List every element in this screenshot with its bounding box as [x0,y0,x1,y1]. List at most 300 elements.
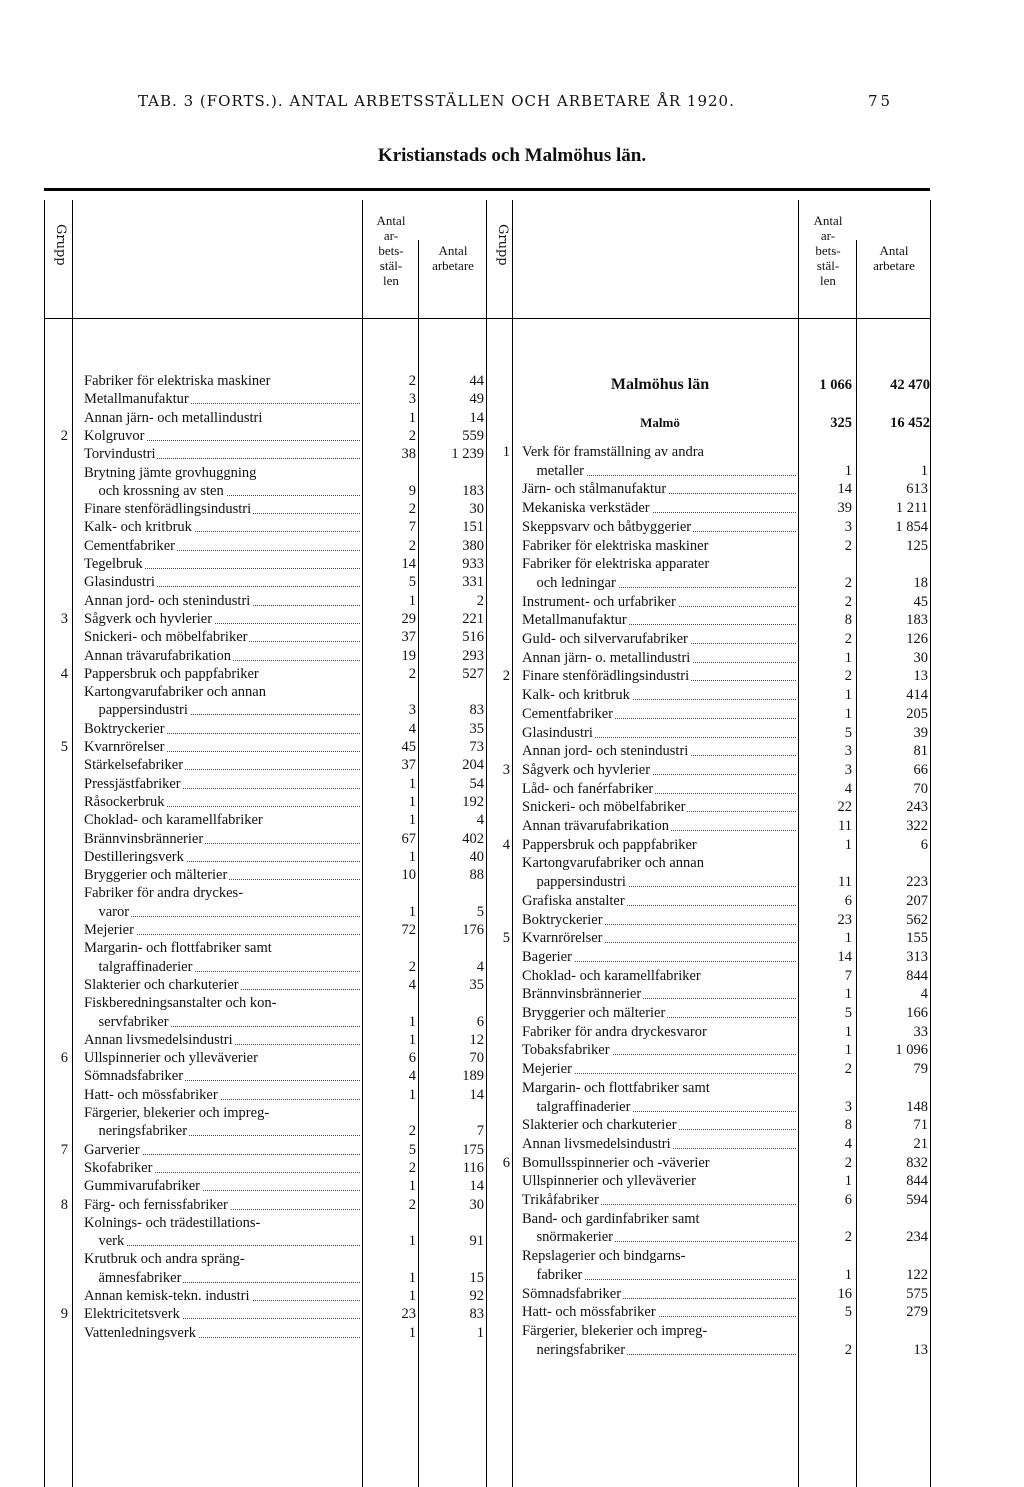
stallen-value: 5 [408,1141,416,1158]
industry-label-text: Annan järn- och metallindustri [84,409,263,426]
industry-label [522,1210,796,1228]
stallen-value: 1 [844,649,852,666]
industry-label-text: Bagerier [522,948,572,965]
group-number: 9 [60,1306,68,1323]
industry-label-text: Boktryckerier [522,911,603,928]
industry-label [522,854,796,872]
arbetare-value: 18 [913,574,928,591]
stallen-value: 2 [408,1196,416,1213]
stallen-value: 3 [844,1098,852,1115]
industry-label-text: Elektricitetsverk [84,1306,180,1323]
group-number: 4 [60,665,68,682]
stallen-header-line: ar- [820,228,836,243]
industry-label-text: pappersindustri [84,702,188,719]
arbetare-value: 527 [462,665,484,682]
arbetare-value: 122 [906,1266,928,1283]
arbetare-value: 148 [906,1098,928,1115]
stallen-header-line: bets- [815,243,841,258]
stallen-value: 37 [401,757,416,774]
arbetare-value: 116 [462,1159,484,1176]
industry-label [522,948,796,966]
industry-label [522,667,796,685]
industry-label-text: och ledningar [522,574,616,591]
stallen-value: 4 [408,1068,416,1085]
industry-label-text: Sågverk och hyvlerier [84,610,213,627]
stallen-value: 5 [844,724,852,741]
arbetare-value: 6 [476,1013,484,1030]
industry-label-text: Kvarnrörelser [84,739,165,755]
stallen-value: 2 [844,537,852,554]
arbetare-value: 66 [913,761,928,778]
stallen-value: 8 [844,612,852,629]
stallen-value: 1 [408,848,416,865]
stallen-header-line: stäl- [816,258,840,273]
industry-label-text: Annan jord- och stenindustri [84,592,251,609]
industry-label-text: Annan järn- o. metallindustri [522,649,691,666]
city-arbetare: 16 452 [890,415,930,431]
stallen-value: 1 [408,1233,416,1250]
arbetare-value: 234 [906,1229,928,1246]
arbetare-value: 40 [469,848,484,865]
industry-label [522,1303,796,1321]
industry-label-text: Fabriker för elektriska apparater [522,556,710,573]
arbetare-value: 45 [913,593,928,610]
arbetare-value: 1 854 [895,518,928,535]
group-number: 5 [60,739,68,755]
industry-label [522,817,796,835]
city-name: Malmö [640,415,680,430]
stallen-value: 4 [844,780,852,797]
arbetare-value: 21 [913,1135,928,1152]
industry-label-text: Kartongvarufabriker och annan [84,684,266,701]
industry-label [522,705,796,723]
arbetare-value: 380 [462,537,484,554]
arbetare-value: 49 [469,391,484,408]
industry-label-text: Sömnadsfabriker [522,1285,622,1302]
industry-label-text: Annan trävarufabrikation [522,818,669,834]
arbetare-value: 4 [476,812,484,829]
industry-label-text: Brytning jämte grovhuggning [84,464,257,481]
arbetare-value: 7 [476,1123,484,1140]
industry-label-text: Fabriker för elektriska maskiner [522,537,709,554]
industry-label-text: Fabriker för andra dryckesvaror [522,1023,707,1040]
stallen-header-line: Antal [376,213,406,228]
industry-label [522,686,796,704]
group-number: 1 [502,444,510,460]
industry-label-text: talgraffinaderier [84,958,193,975]
stallen-value: 1 [844,1023,852,1040]
arbetare-value: 204 [462,757,484,774]
arbetare-value: 832 [906,1154,928,1171]
arbetare-value: 12 [469,1031,484,1048]
industry-label [522,1116,796,1134]
stallen-header-line: len [383,273,399,288]
stallen-value: 1 [408,812,416,829]
industry-label [522,873,796,891]
stallen-value: 3 [408,702,416,719]
region-stallen: 1 066 [819,377,852,393]
stallen-value: 1 [408,1269,416,1286]
stallen-value: 19 [401,647,416,664]
industry-label [522,742,796,760]
industry-label [522,1154,796,1172]
industry-label [522,780,796,798]
industry-label-text: Cementfabriker [522,705,613,722]
industry-label-text: Brännvinsbrännerier [522,986,642,1003]
city-stallen: 325 [830,415,852,431]
industry-label [522,1023,796,1041]
arbetare-value: 183 [462,482,484,499]
stallen-value: 8 [844,1117,852,1134]
industry-label-text: neringsfabriker [522,1341,626,1358]
stallen-value: 5 [844,1005,852,1021]
industry-label-text: Hatt- och mössfabriker [522,1304,656,1321]
stallen-value: 2 [844,631,852,647]
stallen-value: 2 [844,1154,852,1171]
industry-label [522,1079,796,1097]
group-number: 4 [502,836,510,853]
arbetare-value: 44 [469,373,484,389]
industry-label [522,574,796,592]
stallen-value: 1 [844,986,852,1003]
industry-label-text: Fiskberedningsanstalter och kon- [84,995,277,1012]
region-name: Malmöhus län [610,376,710,393]
arbetare-value: 4 [920,986,928,1003]
industry-label-text: Pappersbruk och pappfabriker [522,836,697,853]
industry-label [522,911,796,929]
industry-label-text: Snickeri- och möbelfabriker [84,629,248,646]
arbetare-value: 30 [469,1196,484,1213]
arbetare-value: 516 [462,629,484,646]
arbetare-value: 73 [469,739,484,755]
stallen-value: 2 [408,958,416,975]
stallen-value: 1 [408,1288,416,1304]
arbetare-value: 402 [462,830,484,847]
stallen-value: 9 [408,482,416,499]
stallen-value: 1 [844,1173,852,1190]
stallen-value: 3 [844,761,852,778]
industry-label-text: och krossning av sten [84,482,224,499]
stallen-value: 1 [408,1324,416,1341]
stallen-header-line: ar- [383,228,399,243]
stallen-value: 10 [401,867,416,884]
industry-label [522,1266,796,1284]
table-title: TAB. 3 (FORTS.). ANTAL ARBETSSTÄLLEN OCH ARBETARE ÅR 1920. [138,92,735,110]
industry-label [84,390,360,408]
industry-label-text: Skofabriker [84,1159,153,1176]
arbetare-value: 83 [469,702,484,719]
industry-label-text: Pappersbruk och pappfabriker [84,665,259,682]
stallen-value: 11 [838,818,852,834]
industry-label [522,836,796,854]
industry-label-text: Fabriker för andra dryckes- [84,885,244,902]
industry-label-text: Destilleringsverk [84,848,184,865]
industry-label-text: Metallmanufaktur [522,612,627,629]
industry-label-text: Brännvinsbrännerier [84,830,204,847]
industry-label-text: Låd- och fanérfabriker [522,780,654,797]
industry-label-text: Annan trävarufabrikation [84,647,231,664]
industry-label-text: verk [84,1233,125,1250]
industry-label-text: Pressjästfabriker [84,775,181,792]
arbetare-value: 70 [469,1050,484,1067]
stallen-value: 23 [401,1306,416,1323]
grupp-header-left: Grupp [53,224,68,266]
arbetare-value: 88 [469,867,484,884]
arbetare-value: 293 [462,647,484,664]
stallen-value: 2 [408,501,416,518]
industry-label-text: Slakterier och charkuterier [522,1117,677,1134]
arbetare-value: 1 239 [451,446,484,463]
industry-label [522,1172,796,1190]
arbetare-value: 175 [462,1141,484,1158]
stallen-value: 4 [408,976,416,993]
industry-label [522,1004,796,1022]
stallen-value: 45 [401,739,416,755]
group-number: 8 [60,1196,68,1213]
industry-label [522,761,796,779]
industry-label-text: Metallmanufaktur [84,391,189,408]
arbetare-value: 125 [906,537,928,554]
arbetare-value: 575 [906,1285,928,1302]
industry-label [522,649,796,667]
arbetare-value: 2 [476,592,484,609]
industry-label-text: Krutbruk och andra spräng- [84,1251,245,1268]
industry-label-text: neringsfabriker [84,1123,188,1140]
stallen-header-line: stäl- [379,258,403,273]
industry-label [84,372,360,390]
industry-label-text: metaller [522,462,585,479]
stallen-value: 23 [837,911,852,928]
industry-label [84,409,360,427]
stallen-value: 2 [408,427,416,444]
industry-label-text: Mejerier [84,922,134,938]
industry-label-text: Grafiska anstalter [522,892,625,909]
arbetare-value: 207 [906,892,928,909]
stallen-value: 1 [844,836,852,853]
stallen-header-right [800,213,856,288]
arbetare-value: 313 [906,948,928,965]
industry-label-text: Bryggerier och mälterier [522,1005,666,1021]
industry-label-text: Sågverk och hyvlerier [522,761,651,778]
industry-label-text: Choklad- och karamellfabriker [522,967,701,984]
industry-label [522,724,796,742]
industry-label-text: ämnesfabriker [84,1269,182,1286]
industry-label [522,1341,796,1359]
arbetare-value: 322 [906,818,928,834]
stallen-value: 6 [844,1192,852,1208]
industry-label [522,1041,796,1059]
industry-label-text: Bomullsspinnerier och -väverier [522,1154,710,1171]
arbetare-value: 33 [913,1023,928,1040]
arbetare-value: 30 [469,501,484,518]
industry-label-text: Verk för framställning av andra [522,444,704,460]
stallen-value: 1 [408,793,416,810]
arbetare-value: 39 [913,724,928,741]
industry-label [522,1135,796,1153]
industry-label-text: Kolgruvor [84,427,145,444]
industry-label-text: Färg- och fernissfabriker [84,1196,228,1213]
arbetare-value: 71 [913,1117,928,1134]
stallen-value: 1 [408,903,416,920]
industry-label-text: Kalk- och kritbruk [522,687,630,704]
stallen-value: 14 [837,948,852,965]
stallen-value: 1 [408,1086,416,1103]
arbetare-header-right [858,243,930,273]
table-row [0,555,1024,573]
industry-label-text: Färgerier, blekerier och impreg- [84,1105,270,1121]
industry-label-text: Finare stenförädlingsindustri [522,668,690,685]
industry-label-text: Vattenledningsverk [84,1324,196,1341]
stallen-value: 2 [844,1061,852,1078]
group-number: 3 [60,610,68,627]
industry-label [522,555,796,573]
stallen-value: 1 [844,1266,852,1283]
region-arbetare: 42 470 [890,377,930,393]
stallen-value: 3 [844,743,852,760]
arbetare-value: 166 [906,1005,928,1021]
arbetare-value: 151 [462,519,484,536]
arbetare-value: 83 [469,1306,484,1323]
grupp-header-right: Grupp [495,224,510,266]
arbetare-value: 4 [476,958,484,975]
table-row [0,1228,1024,1246]
industry-label-text: fabriker [522,1266,583,1283]
arbetare-value: 14 [469,1086,484,1103]
industry-label-text: Guld- och silvervarufabriker [522,631,688,647]
industry-label-text: Band- och gardinfabriker samt [522,1210,700,1227]
industry-label-text: Annan livsmedelsindustri [522,1135,671,1152]
arbetare-value: 54 [469,775,484,792]
arbetare-header-line: arbetare [873,258,915,273]
arbetare-value: 559 [462,427,484,444]
industry-label [522,967,796,985]
industry-label-text: Repslagerier och bindgarns- [522,1248,686,1265]
industry-label [522,985,796,1003]
industry-label [522,798,796,816]
arbetare-value: 14 [469,409,484,426]
industry-label-text: Skeppsvarv och båtbyggerier [522,518,692,535]
arbetare-value: 933 [462,556,484,572]
industry-label-text: Finare stenförädlingsindustri [84,501,252,518]
industry-label-text: Bryggerier och mälterier [84,867,228,884]
industry-label-text: Sömnadsfabriker [84,1068,184,1085]
stallen-value: 67 [401,830,416,847]
industry-label [522,1098,796,1116]
industry-label [522,611,796,629]
arbetare-header-line: Antal [438,243,468,258]
industry-label-text: Annan kemisk-tekn. industri [84,1288,250,1304]
stallen-value: 2 [408,1123,416,1140]
industry-label-text: Kalk- och kritbruk [84,519,192,536]
arbetare-value: 70 [913,780,928,797]
stallen-value: 39 [837,500,852,517]
group-number: 7 [60,1141,68,1158]
arbetare-value: 1 211 [895,500,928,517]
stallen-header-line: len [820,273,836,288]
industry-label-text: pappersindustri [522,874,626,891]
industry-label-text: Tobaksfabriker [522,1042,610,1059]
arbetare-value: 844 [906,967,928,984]
industry-label-text: Hatt- och mössfabriker [84,1086,218,1103]
industry-label-text: varor [84,903,130,920]
arbetare-value: 844 [906,1173,928,1190]
arbetare-value: 79 [913,1061,928,1078]
stallen-value: 16 [837,1285,852,1302]
stallen-value: 6 [408,1050,416,1067]
arbetare-value: 613 [906,481,928,498]
industry-label-text: Fabriker för elektriska maskiner [84,373,271,389]
arbetare-value: 92 [469,1288,484,1304]
group-number: 6 [60,1050,68,1067]
industry-label [522,1285,796,1303]
stallen-value: 2 [408,537,416,554]
industry-label-text: Annan jord- och stenindustri [522,743,689,760]
arbetare-value: 192 [462,793,484,810]
industry-label-text: Instrument- och urfabriker [522,593,676,610]
industry-label [522,1247,796,1265]
industry-label [522,929,796,947]
stallen-value: 1 [408,1031,416,1048]
group-number: 3 [502,761,510,778]
arbetare-value: 13 [913,668,928,685]
stallen-header-left [364,213,418,288]
arbetare-value: 189 [462,1068,484,1085]
stallen-value: 1 [844,705,852,722]
industry-label-text: Margarin- och flottfabriker samt [522,1079,710,1096]
stallen-value: 7 [844,967,852,984]
arbetare-value: 35 [469,720,484,737]
industry-label [522,1060,796,1078]
stallen-value: 14 [837,481,852,498]
arbetare-value: 1 096 [895,1042,928,1059]
group-number: 2 [60,427,68,444]
table-row [0,372,1024,390]
arbetare-value: 155 [906,930,928,947]
arbetare-value: 91 [469,1233,484,1250]
stallen-value: 2 [844,1341,852,1358]
arbetare-value: 126 [906,631,928,647]
industry-label-text: Råsockerbruk [84,793,165,810]
industry-label [522,1191,796,1209]
stallen-value: 1 [844,1042,852,1059]
stallen-value: 2 [844,668,852,685]
stallen-value: 2 [408,665,416,682]
stallen-value: 2 [844,574,852,591]
industry-label [522,1322,796,1340]
industry-label-text: Slakterier och charkuterier [84,976,239,993]
industry-label-text: Ullspinnerier och ylleväverier [522,1173,696,1190]
industry-label-text: Glasindustri [522,724,593,741]
stallen-value: 1 [408,1013,416,1030]
stallen-header-line: Antal [813,213,843,228]
industry-label-text: Annan livsmedelsindustri [84,1031,233,1048]
arbetare-value: 331 [462,574,484,591]
top-rule [44,188,930,191]
industry-label [522,892,796,910]
industry-label [522,537,796,555]
stallen-value: 29 [401,610,416,627]
stallen-value: 1 [408,592,416,609]
arbetare-value: 594 [906,1192,928,1208]
industry-label-text: Snickeri- och möbelfabriker [522,799,686,816]
industry-label-text: Kolnings- och trädestillations- [84,1214,261,1231]
group-number: 5 [502,930,510,947]
arbetare-value: 5 [476,903,484,920]
stallen-header-line: bets- [378,243,404,258]
arbetare-value: 30 [913,649,928,666]
industry-label-text: Torvindustri [84,446,156,463]
stallen-value: 1 [408,409,416,426]
